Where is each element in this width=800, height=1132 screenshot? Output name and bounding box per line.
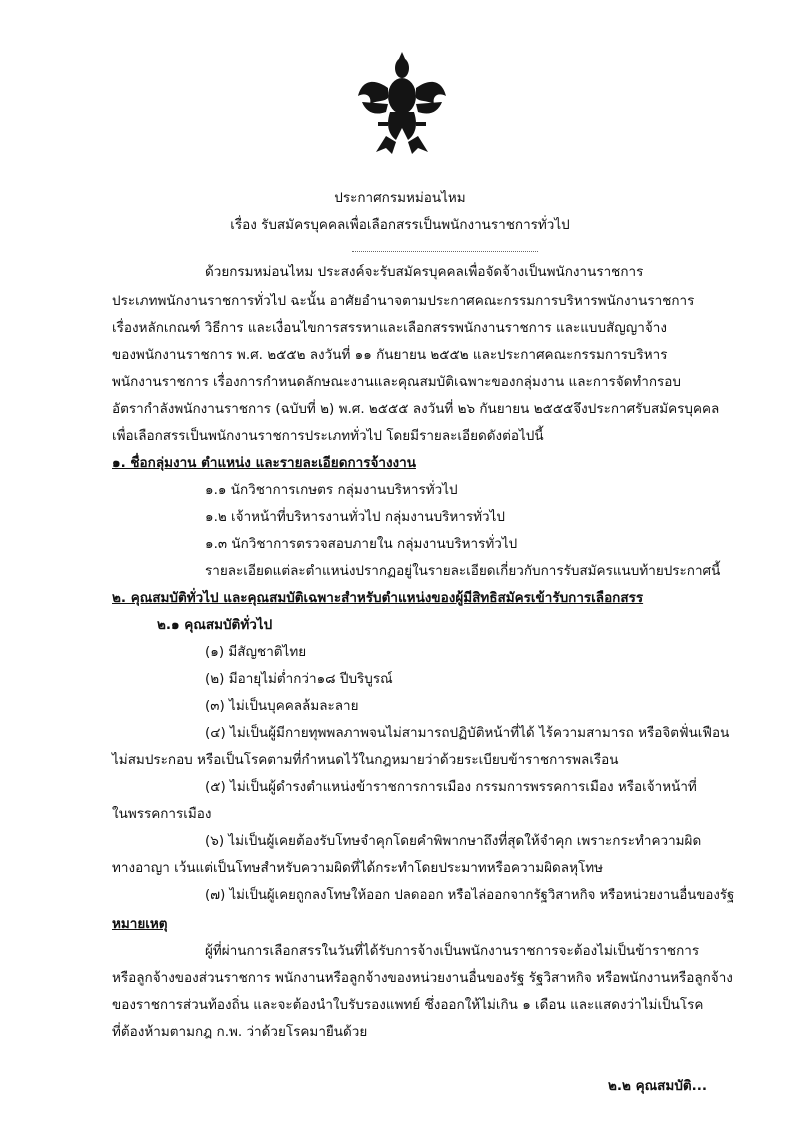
qualification-item: (๖) ไม่เป็นผู้เคยต้องรับโทษจำคุกโดยคำพิพากษาถึงที่สุดให้จำคุก เพราะกระทำความผิด (205, 833, 702, 849)
qualification-item-continued: ไม่สมประกอบ หรือเป็นโรคตามที่กำหนดไว้ในกฎหมายว่าด้วยระเบียบข้าราชการพลเรือน (112, 752, 619, 768)
section-2-heading: ๒. คุณสมบัติทั่วไป และคุณสมบัติเฉพาะสำหรับตำแหน่งของผู้มีสิทธิสมัครเข้ารับการเลือกสรร (112, 590, 644, 606)
qualification-item: (๒) มีอายุไม่ต่ำกว่า๑๘ ปีบริบูรณ์ (205, 671, 393, 687)
remark-line: ที่ต้องห้ามตามกฎ ก.พ. ว่าด้วยโรคมายืนด้วย (112, 1024, 368, 1040)
qualification-item-continued: ในพรรคการเมือง (112, 806, 212, 822)
section-1-heading: ๑. ชื่อกลุ่มงาน ตำแหน่ง และรายละเอียดการจ้างงาน (112, 455, 416, 471)
remark-line: ผู้ที่ผ่านการเลือกสรรในวันที่ได้รับการจ้างเป็นพนักงานราชการจะต้องไม่เป็นข้าราชการ (205, 943, 700, 959)
intro-line: เพื่อเลือกสรรเป็นพนักงานราชการประเภททั่วไป โดยมีรายละเอียดดังต่อไปนี้ (112, 428, 544, 444)
intro-line: พนักงานราชการ เรื่องการกำหนดลักษณะงานและคุณสมบัติเฉพาะของกลุ่มงาน และการจัดทำกรอบ (112, 374, 681, 390)
qualification-item: (๑) มีสัญชาติไทย (205, 644, 307, 660)
qualification-item: (๗) ไม่เป็นผู้เคยถูกลงโทษให้ออก ปลดออก หรือไล่ออกจากรัฐวิสาหกิจ หรือหน่วยงานอื่นของรัฐ (205, 888, 735, 903)
remark-label: หมายเหตุ (112, 916, 168, 932)
section-2-1-heading: ๒.๑ คุณสมบัติทั่วไป (157, 617, 273, 633)
remark-line: หรือลูกจ้างของส่วนราชการ พนักงานหรือลูกจ้างของหน่วยงานอื่นของรัฐ รัฐวิสาหกิจ หรือพนักงานหรือลูกจ้าง (112, 970, 733, 986)
intro-line: เรื่องหลักเกณฑ์ วิธีการ และเงื่อนไขการสรรหาและเลือกสรรพนักงานราชการ และแบบสัญญาจ้าง (112, 320, 667, 336)
qualification-item-continued: ทางอาญา เว้นแต่เป็นโทษสำหรับความผิดที่ได้กระทำโดยประมาทหรือความผิดลหุโทษ (112, 860, 604, 876)
intro-line: ด้วยกรมหม่อนไหม ประสงค์จะรับสมัครบุคคลเพื่อจัดจ้างเป็นพนักงานราชการ (205, 264, 644, 280)
garuda-emblem-icon (356, 52, 448, 156)
qualification-item: (๓) ไม่เป็นบุคคลล้มละลาย (205, 698, 359, 714)
qualification-item: (๔) ไม่เป็นผู้มีกายทุพพลภาพจนไม่สามารถปฏิบัติหน้าที่ได้ ไร้ความสามารถ หรือจิตฟั่นเฟือน (205, 725, 730, 741)
position-item: ๑.๒ เจ้าหน้าที่บริหารงานทั่วไป กลุ่มงานบริหารทั่วไป (205, 509, 505, 525)
subject-line: เรื่อง รับสมัครบุคคลเพื่อเลือกสรรเป็นพนักงานราชการทั่วไป (230, 217, 570, 233)
intro-line: อัตรากำลังพนักงานราชการ (ฉบับที่ ๒) พ.ศ. ๒๕๕๕ ลงวันที่ ๒๖ กันยายน ๒๕๕๕จึงประกาศรับสมัครบุคคล (112, 401, 720, 417)
continuation-marker: ๒.๒ คุณสมบัติ... (608, 1078, 708, 1094)
agency-line: ประกาศกรมหม่อนไหม (334, 190, 466, 206)
section-1-note: รายละเอียดแต่ละตำแหน่งปรากฏอยู่ในรายละเอียดเกี่ยวกับการรับสมัครแนบท้ายประกาศนี้ (205, 563, 721, 579)
position-item: ๑.๓ นักวิชาการตรวจสอบภายใน กลุ่มงานบริหารทั่วไป (205, 536, 518, 552)
header-divider (352, 251, 538, 252)
position-item: ๑.๑ นักวิชาการเกษตร กลุ่มงานบริหารทั่วไป (205, 482, 458, 498)
intro-line: ประเภทพนักงานราชการทั่วไป ฉะนั้น อาศัยอำนาจตามประกาศคณะกรรมการบริหารพนักงานราชการ (112, 293, 695, 309)
qualification-item: (๕) ไม่เป็นผู้ดำรงตำแหน่งข้าราชการการเมือง กรรมการพรรคการเมือง หรือเจ้าหน้าที่ (205, 779, 697, 795)
intro-line: ของพนักงานราชการ พ.ศ. ๒๕๕๒ ลงวันที่ ๑๑ กันยายน ๒๕๕๒ และประกาศคณะกรรมการบริหาร (112, 347, 668, 363)
remark-line: ของราชการส่วนท้องถิ่น และจะต้องนำใบรับรองแพทย์ ซึ่งออกให้ไม่เกิน ๑ เดือน และแสดงว่าไม่เป็นโรค (112, 997, 704, 1013)
